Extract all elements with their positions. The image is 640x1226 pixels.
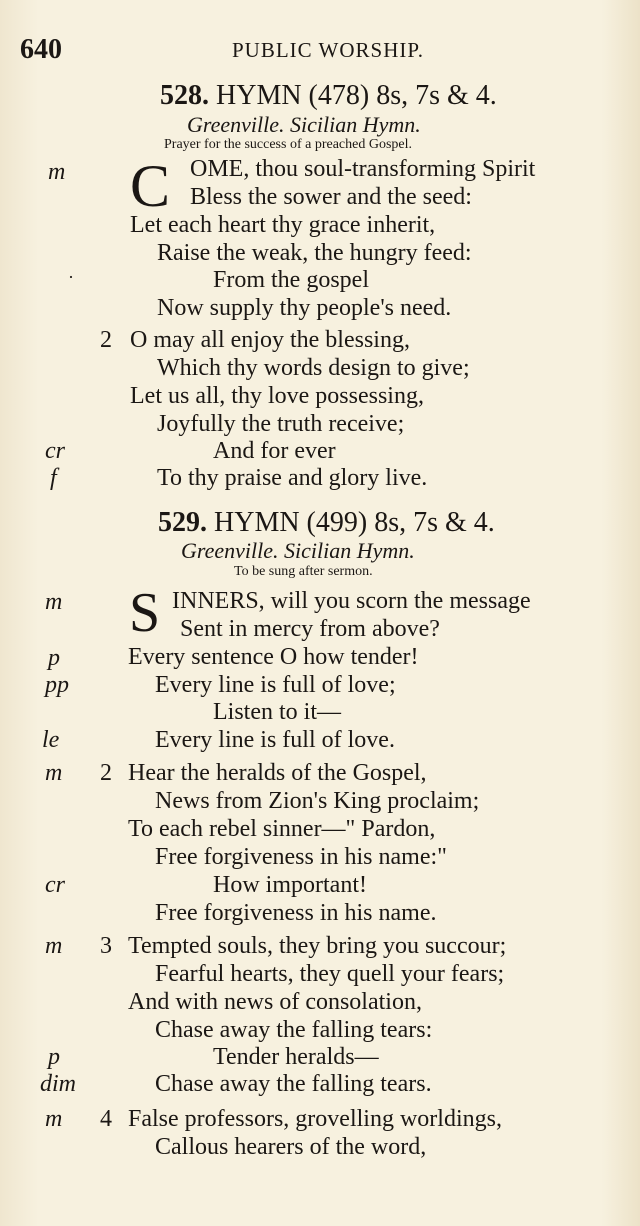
verse-line: To thy praise and glory live. — [157, 465, 428, 491]
dynamic-mark-dim: dim — [40, 1071, 76, 1097]
verse-line: To each rebel sinner—" Pardon, — [128, 816, 436, 842]
verse-line: Raise the weak, the hungry feed: — [157, 240, 472, 266]
verse-line: Tender heralds— — [213, 1044, 379, 1070]
dynamic-mark-p: p — [48, 1044, 60, 1070]
verse-line: Let each heart thy grace inherit, — [130, 212, 436, 238]
verse-line: INNERS, will you scorn the message — [172, 588, 531, 614]
verse-line: Callous hearers of the word, — [155, 1134, 427, 1160]
drop-cap-c: C — [130, 153, 171, 219]
hymn-528-subject: Prayer for the success of a preached Gospel. — [164, 137, 413, 152]
verse-line: False professors, grovelling worldings, — [128, 1106, 502, 1132]
verse-line: O may all enjoy the blessing, — [130, 327, 410, 353]
running-title: PUBLIC WORSHIP. — [232, 38, 424, 62]
dynamic-mark-m: m — [45, 760, 63, 786]
verse-line: Which thy words design to give; — [157, 355, 470, 381]
dynamic-mark-pp: pp — [45, 672, 69, 698]
verse-line: OME, thou soul-transforming Spirit — [190, 156, 536, 182]
stanza-number: 2 — [100, 760, 112, 786]
verse-line: Now supply thy people's need. — [157, 295, 452, 321]
verse-line: Fearful hearts, they quell your fears; — [155, 961, 505, 987]
verse-line: Let us all, thy love possessing, — [130, 383, 424, 409]
verse-line: Chase away the falling tears. — [155, 1071, 432, 1097]
hymn-529-subject: To be sung after sermon. — [234, 564, 373, 579]
verse-line: Every sentence O how tender! — [128, 644, 419, 670]
hymn-528-number: 528. — [160, 80, 209, 111]
verse-line: News from Zion's King proclaim; — [155, 788, 480, 814]
margin-dot: · — [68, 267, 74, 287]
verse-line: Free forgiveness in his name:" — [155, 844, 447, 870]
stanza-number: 4 — [100, 1106, 112, 1132]
dynamic-mark-cr: cr — [45, 438, 65, 464]
verse-line: Every line is full of love; — [155, 672, 396, 698]
verse-line: Chase away the falling tears: — [155, 1017, 433, 1043]
dynamic-mark-le: le — [42, 727, 60, 753]
verse-line: And for ever — [213, 438, 336, 464]
hymn-529-tunes: Greenville. Sicilian Hymn. — [181, 538, 415, 563]
verse-line: From the gospel — [213, 267, 369, 293]
dynamic-mark-m: m — [45, 589, 63, 615]
drop-cap-s: S — [129, 582, 161, 644]
verse-line: Listen to it— — [213, 699, 341, 725]
dynamic-mark-cr: cr — [45, 872, 65, 898]
verse-line: Hear the heralds of the Gospel, — [128, 760, 427, 786]
verse-line: Every line is full of love. — [155, 727, 395, 753]
verse-line: Joyfully the truth receive; — [157, 411, 405, 437]
hymn-528-meter: HYMN (478) 8s, 7s & 4. — [216, 80, 497, 111]
dynamic-mark-m: m — [48, 159, 66, 185]
verse-line: Sent in mercy from above? — [180, 616, 440, 642]
verse-line: And with news of consolation, — [128, 989, 422, 1015]
dynamic-mark-f: f — [50, 465, 57, 491]
verse-line: Free forgiveness in his name. — [155, 900, 437, 926]
hymn-529-meter: HYMN (499) 8s, 7s & 4. — [214, 507, 495, 538]
dynamic-mark-m: m — [45, 933, 63, 959]
stanza-number: 3 — [100, 933, 112, 959]
hymn-528-tunes: Greenville. Sicilian Hymn. — [187, 112, 421, 137]
dynamic-mark-p: p — [48, 645, 60, 671]
hymn-528-heading — [160, 82, 497, 110]
verse-line: Bless the sower and the seed: — [190, 184, 472, 210]
hymn-529-heading — [158, 509, 495, 537]
page-number: 640 — [20, 34, 62, 65]
dynamic-mark-m: m — [45, 1106, 63, 1132]
verse-line: How important! — [213, 872, 367, 898]
verse-line: Tempted souls, they bring you succour; — [128, 933, 507, 959]
hymn-529-number: 529. — [158, 507, 207, 538]
stanza-number: 2 — [100, 327, 112, 353]
